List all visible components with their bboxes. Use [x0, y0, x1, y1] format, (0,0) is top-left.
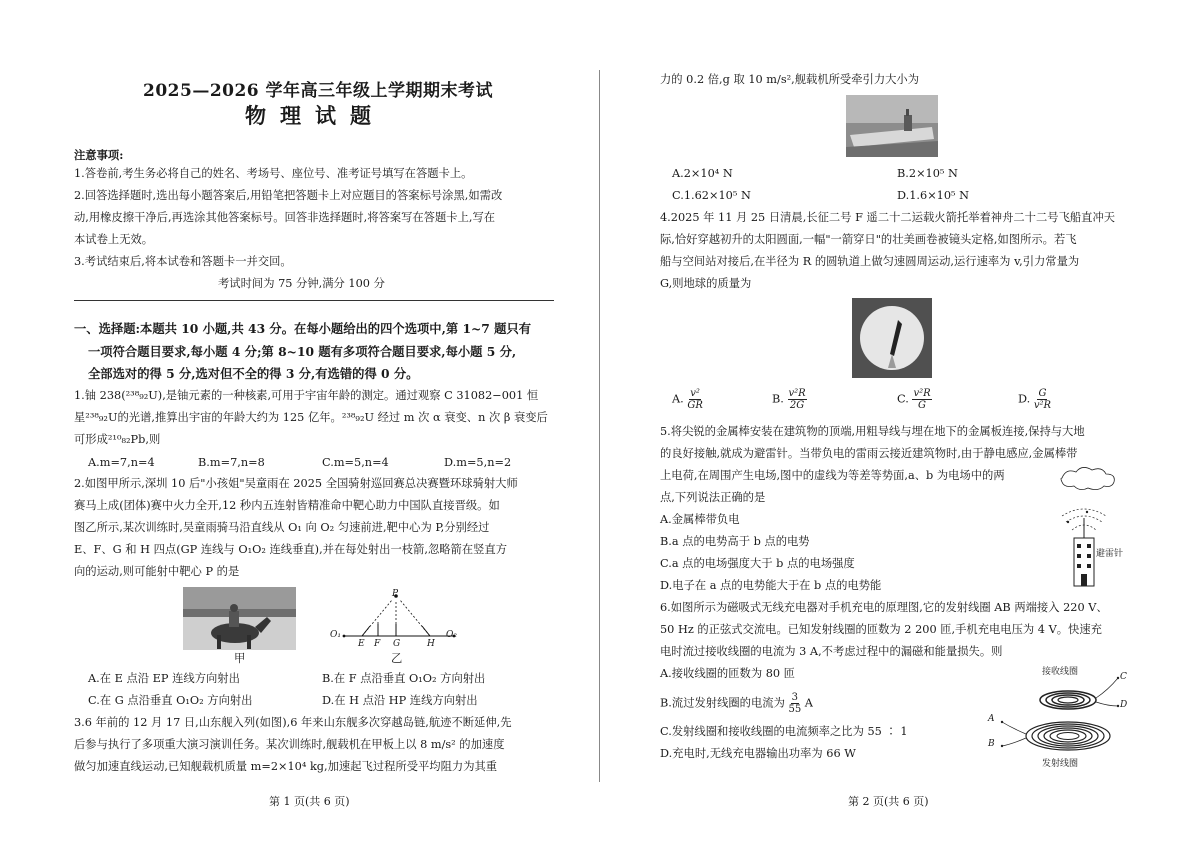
notice-line: 3.考试结束后,将本试卷和答题卡一并交回。	[74, 255, 292, 268]
q3-option-a: A.2×10⁴ N	[672, 167, 733, 180]
q4-line: G,则地球的质量为	[660, 277, 752, 290]
q4-line: 4.2025 年 11 月 25 日清晨,长征二号 F 遥二十二运载火箭托举着神舟二十二号飞船直冲天	[660, 211, 1116, 224]
q4-line: 船与空间站对接后,在半径为 R 的圆轨道上做匀速圆周运动,运行速率为 v,引力常量为	[660, 255, 1080, 268]
horse-archer-photo	[183, 587, 296, 650]
q6-option-d: D.充电时,无线充电器输出功率为 66 W	[660, 747, 856, 760]
fraction	[1034, 388, 1051, 411]
q5-line: 5.将尖锐的金属棒安装在建筑物的顶端,用粗导线与埋在地下的金属板连接,保持与大地	[660, 425, 1085, 438]
section-divider	[74, 300, 554, 301]
q1-line: 星²³⁸₉₂U的光谱,推算出宇宙的年龄大约为 125 亿年。²³⁸₉₂U 经过 m 次 α 衰变、n 次 β 衰变后	[74, 411, 548, 424]
q1-option-b: B.m=7,n=8	[198, 456, 265, 469]
notice-line: 1.答卷前,考生务必将自己的姓名、考场号、座位号、准考证号填写在答题卡上。	[74, 167, 473, 180]
exam-title: 2025—2026 学年高三年级上学期期末考试	[143, 81, 494, 101]
fraction	[788, 388, 807, 411]
diagram-label-p: P	[392, 589, 399, 599]
q1-option-d: D.m=5,n=2	[444, 456, 512, 469]
section-heading: 一项符合题目要求,每小题 4 分;第 8~10 题有多项符合题目要求,每小题 5 分,	[88, 344, 517, 359]
q2-line: 图乙所示,某次训练时,吴童雨骑马沿直线从 O₁ 向 O₂ 匀速前进,靶中心为 P,分别经过	[74, 521, 490, 534]
figure-caption-yi: 乙	[391, 652, 403, 665]
numerator: G	[1038, 388, 1047, 399]
numerator: v²R	[788, 388, 806, 399]
fraction	[687, 388, 703, 411]
denominator: v²R	[1033, 400, 1052, 411]
q3-continuation: 力的 0.2 倍,g 取 10 m/s²,舰载机所受牵引力大小为	[660, 73, 920, 86]
lightning-rod-label: 避雷针	[1096, 549, 1124, 559]
option-letter: C.	[897, 392, 909, 406]
option-text: B.流过发射线圈的电流为	[660, 696, 785, 710]
numerator: v²R	[913, 388, 931, 399]
diagram-label-e: E	[358, 639, 365, 649]
q2-line: 赛马上成(团体)赛中火力全开,12 秒内五连射皆精准命中靶心助力中国队直接晋级。如	[74, 499, 500, 512]
figure-caption-jia: 甲	[234, 652, 246, 665]
numerator: v²	[690, 388, 700, 399]
denominator: 55	[788, 704, 802, 715]
q2-option-b: B.在 F 点沿垂直 O₁O₂ 方向射出	[322, 672, 486, 685]
q5-option-c: C.a 点的电场强度大于 b 点的电场强度	[660, 557, 855, 570]
q4-option-c	[897, 388, 932, 411]
notice-line: 2.回答选择题时,选出每小题答案后,用铅笔把答题卡上对应题目的答案标号涂黑,如需改	[74, 189, 503, 202]
page-2	[600, 0, 1200, 849]
q4-option-a	[672, 388, 703, 411]
q2-option-c: C.在 G 点沿垂直 O₁O₂ 方向射出	[88, 694, 253, 707]
q1-line: 可形成²¹⁰₈₂Pb,则	[74, 433, 161, 446]
q5-option-a: A.金属棒带负电	[660, 513, 740, 526]
q4-line: 际,恰好穿越初升的太阳圆面,一幅"一箭穿日"的壮美画卷被镜头定格,如图所示。若飞	[660, 233, 1077, 246]
terminal-a-label: A	[988, 714, 995, 724]
q5-line: 的良好接触,就成为避雷针。当带负电的雷雨云接近建筑物时,由于静电感应,金属棒带	[660, 447, 1078, 460]
q4-option-b	[772, 388, 807, 411]
diagram-label-f: F	[374, 639, 381, 649]
section-heading: 全部选对的得 5 分,选对但不全的得 3 分,有选错的得 0 分。	[88, 366, 419, 381]
aircraft-carrier-photo	[846, 95, 938, 157]
archery-path-diagram	[326, 588, 466, 662]
fraction	[912, 388, 931, 411]
page-footer: 第 2 页(共 6 页)	[848, 795, 929, 808]
terminal-b-label: B	[988, 739, 995, 749]
q3-line: 做匀加速直线运动,已知舰载机质量 m=2×10⁴ kg,加速起飞过程所受平均阻力为其重	[74, 760, 498, 773]
receiver-coil-label: 接收线圈	[1042, 667, 1079, 677]
q2-line: E、F、G 和 H 四点(GP 连线与 O₁O₂ 连线垂直),并在每处射出一枝箭,忽略箭在竖直方	[74, 543, 508, 556]
q5-line: 上电荷,在周围产生电场,图中的虚线为等差等势面,a、b 为电场中的两	[660, 469, 1005, 482]
diagram-label-o2: O₂	[446, 630, 457, 640]
option-letter: A.	[672, 392, 684, 406]
denominator: G	[918, 400, 927, 411]
denominator: 2G	[789, 400, 805, 411]
terminal-c-label: C	[1120, 672, 1127, 682]
denominator: GR	[687, 400, 703, 411]
option-letter: B.	[772, 392, 784, 406]
q6-option-a: A.接收线圈的匝数为 80 匝	[660, 667, 795, 680]
diagram-label-o1: O₁	[330, 630, 341, 640]
q3-line: 后参与执行了多项重大演习演训任务。某次训练时,舰载机在甲板上以 8 m/s² 的加速度	[74, 738, 505, 751]
q6-line: 电时流过接收线圈的电流为 3 A,不考虑过程中的漏磁和能量损失。则	[660, 645, 1003, 658]
q5-option-b: B.a 点的电势高于 b 点的电势	[660, 535, 810, 548]
exam-info: 考试时间为 75 分钟,满分 100 分	[218, 277, 385, 290]
fraction	[788, 692, 801, 715]
q3-line: 3.6 年前的 12 月 17 日,山东舰入列(如图),6 年来山东舰多次穿越岛链,航迹不断延伸,先	[74, 716, 512, 729]
q5-option-d: D.电子在 a 点的电势能大于在 b 点的电势能	[660, 579, 882, 592]
lightning-rod-diagram	[1054, 464, 1132, 588]
q1-line: 1.铀 238(²³⁸₉₂U),是铀元素的一种核素,可用于宇宙年龄的测定。通过观察 C 31082−001 恒	[74, 389, 539, 402]
q1-option-a: A.m=7,n=4	[88, 456, 155, 469]
numerator: 3	[791, 692, 799, 703]
q3-option-b: B.2×10⁵ N	[897, 167, 958, 180]
notice-line: 动,用橡皮擦干净后,再选涂其他答案标号。回答非选择题时,将答案写在答题卡上,写在	[74, 211, 496, 224]
q2-option-d: D.在 H 点沿 HP 连线方向射出	[322, 694, 478, 707]
section-heading: 一、选择题:本题共 10 小题,共 43 分。在每小题给出的四个选项中,第 1~7 题只有	[74, 321, 532, 336]
q6-line: 50 Hz 的正弦式交流电。已知发射线圈的匝数为 2 200 匝,手机充电电压为 4 V。快速充	[660, 623, 1102, 636]
q1-option-c: C.m=5,n=4	[322, 456, 389, 469]
q4-option-d	[1018, 388, 1051, 411]
unit: A	[804, 696, 813, 710]
diagram-label-h: H	[427, 639, 435, 649]
q2-line: 向的运动,则可能射中靶心 P 的是	[74, 565, 240, 578]
q6-option-c: C.发射线圈和接收线圈的电流频率之比为 55 ∶ 1	[660, 725, 908, 738]
subject-title: 物理试题	[245, 103, 385, 128]
diagram-label-g: G	[393, 639, 401, 649]
page-footer: 第 1 页(共 6 页)	[269, 795, 350, 808]
q2-option-a: A.在 E 点沿 EP 连线方向射出	[88, 672, 240, 685]
notice-heading: 注意事项:	[74, 148, 124, 162]
q6-line: 6.如图所示为磁吸式无线充电器对手机充电的原理图,它的发射线圈 AB 两端接入 220 V、	[660, 601, 1108, 614]
notice-line: 本试卷上无效。	[74, 233, 154, 246]
q3-option-d: D.1.6×10⁵ N	[897, 189, 970, 202]
transmitter-coil-label: 发射线圈	[1042, 759, 1079, 769]
option-letter: D.	[1018, 392, 1031, 406]
q6-option-b	[660, 692, 813, 715]
rocket-sun-photo	[852, 298, 932, 378]
q5-line: 点,下列说法正确的是	[660, 491, 766, 504]
terminal-d-label: D	[1120, 700, 1128, 710]
q2-line: 2.如图甲所示,深圳 10 后"小孩姐"吴童雨在 2025 全国骑射巡回赛总决赛暨环球骑射大师	[74, 477, 518, 490]
q3-option-c: C.1.62×10⁵ N	[672, 189, 751, 202]
